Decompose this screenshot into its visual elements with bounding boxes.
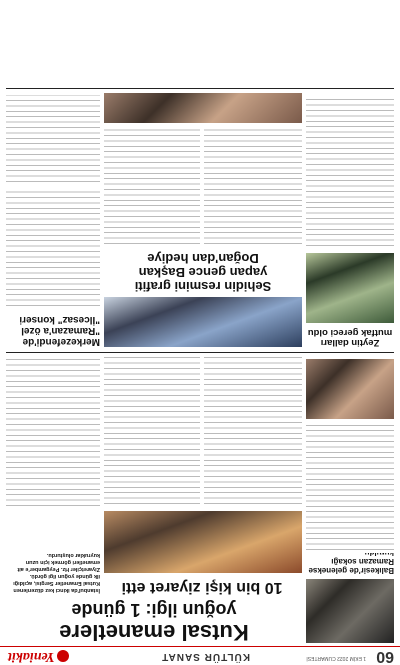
taste-headline (306, 327, 394, 347)
concert-headline-line1: Merkezefendi'de (22, 336, 100, 347)
graffiti-column-1 (104, 127, 200, 247)
main-headline-line3: 10 bin kişi ziyaret etti (121, 579, 283, 596)
concert-column-2 (6, 95, 100, 185)
main-headline-line1: Kutsal emanetlere (59, 620, 249, 645)
concert-headline-line2: "Ramazan'a özel (21, 325, 100, 336)
section-title: KÜLTÜR SANAT (161, 651, 250, 662)
page-number: 60 (376, 648, 394, 665)
graffiti-headline-line1: Sehidin resmini grafiti (134, 279, 272, 294)
taste-headline-line2: mutfak gereci oldu (307, 327, 393, 338)
issue-date: 1 EKİM 2022 CUMARTESİ (306, 655, 366, 661)
main-column-1 (6, 359, 100, 509)
taste-photo (306, 253, 394, 323)
graffiti-headline-line2: yapan gence Başkan (138, 265, 268, 280)
concert-column (6, 189, 100, 309)
bottom-margin (0, 0, 400, 87)
brand-name: Yeniakit (8, 649, 55, 664)
graffiti-headline-line3: Doğan'dan hediye (147, 251, 259, 266)
graffiti-column-2 (204, 127, 302, 247)
concert-headline (6, 314, 100, 347)
taste-column (306, 99, 394, 249)
taste-headline-line1: Zeytin dalları (320, 337, 380, 348)
fest-column (306, 423, 394, 553)
main-column-3 (204, 357, 302, 507)
graffiti-photo (104, 297, 302, 347)
bottom-photo (104, 93, 302, 123)
fest-photo-bottom (306, 359, 394, 419)
main-headline (6, 597, 302, 643)
fest-photo-top (306, 579, 394, 643)
graffiti-headline (104, 251, 302, 293)
main-headline-line2: yoğun ilgi: 1 günde (71, 600, 237, 620)
fest-headline-line2: Ramazan sokağı (331, 557, 394, 566)
brand-icon (57, 650, 69, 662)
main-lead: İstanbul'da ikinci kez düzenlenen Kutsal Emanetler Sergisi, açıldığı ilk günde yoğun ilgi gördü. Ziyaretçiler Hz. Peygamber'e ait emanetleri görmek için uzun kuyruklar oluşturdu. (13, 552, 100, 593)
page-header (0, 646, 400, 665)
concert-headline-line3: "İlcesaz" konseri (19, 314, 100, 325)
fest-headline-line1: Balıkesir'de gelenekse (308, 566, 394, 575)
brand-logo (8, 648, 69, 664)
footer-rule (6, 88, 394, 89)
main-photo (104, 511, 302, 573)
main-column-2 (104, 357, 200, 507)
section-divider (6, 352, 394, 353)
